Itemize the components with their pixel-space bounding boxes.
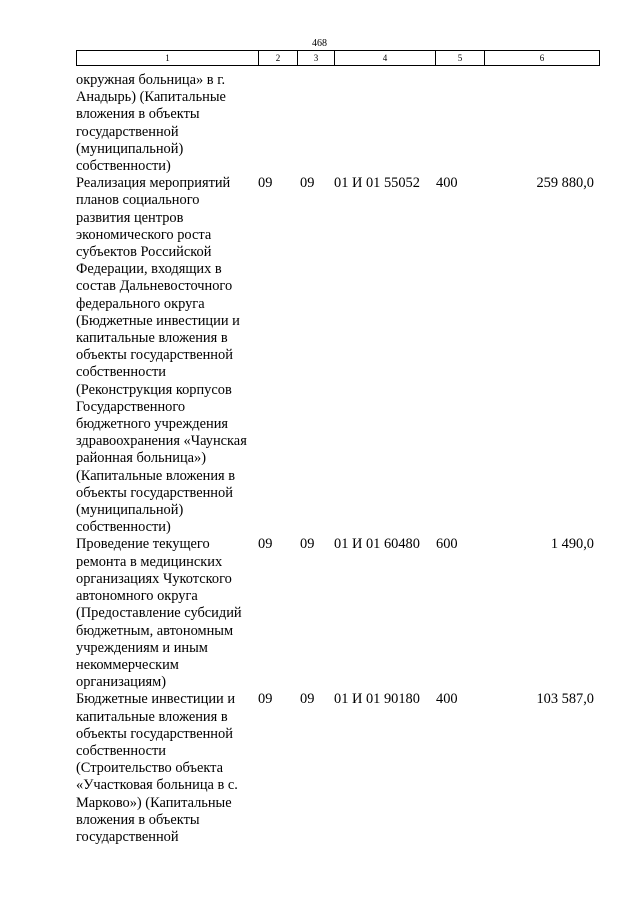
subsection-code: 09 bbox=[300, 691, 315, 708]
description-line: (муниципальной) bbox=[76, 140, 184, 157]
target-article-code: 01 И 01 60480 bbox=[334, 536, 420, 553]
table-row bbox=[76, 536, 596, 691]
description-line: собственности) bbox=[76, 519, 171, 536]
row-description bbox=[76, 691, 252, 846]
description-line: «Участковая больница в с. bbox=[76, 777, 238, 794]
description-line: окружная больница» в г. bbox=[76, 72, 226, 88]
description-line: здравоохранения «Чаунская bbox=[76, 433, 247, 450]
column-header-3: 3 bbox=[298, 51, 335, 66]
description-line: состав Дальневосточного bbox=[76, 278, 233, 295]
description-line: Анадырь) (Капитальные bbox=[76, 89, 226, 106]
description-line: (Предоставление субсидий bbox=[76, 605, 242, 622]
column-header-5: 5 bbox=[436, 51, 485, 66]
table-body bbox=[76, 72, 596, 846]
page-number: 468 bbox=[312, 38, 327, 49]
description-line: субъектов Российской bbox=[76, 244, 212, 261]
description-line: Марково») (Капитальные bbox=[76, 794, 232, 811]
description-line: капитальные вложения в bbox=[76, 708, 228, 725]
target-article-code: 01 И 01 55052 bbox=[334, 175, 420, 192]
description-line: (Капитальные вложения в bbox=[76, 467, 236, 484]
expense-type-code: 600 bbox=[436, 536, 458, 553]
column-header-6: 6 bbox=[485, 51, 600, 66]
description-line: развития центров bbox=[76, 209, 184, 226]
table-row bbox=[76, 691, 596, 846]
row-description bbox=[76, 72, 252, 175]
description-line: бюджетным, автономным bbox=[76, 622, 234, 639]
description-line: Государственного bbox=[76, 398, 186, 415]
description-line: объекты государственной bbox=[76, 484, 233, 501]
description-line: некоммерческим bbox=[76, 656, 179, 673]
description-line: государственной bbox=[76, 123, 179, 140]
expense-type-code: 400 bbox=[436, 175, 458, 192]
description-line: учреждениям и иным bbox=[76, 639, 208, 656]
amount-value: 103 587,0 bbox=[536, 691, 594, 708]
amount-value: 259 880,0 bbox=[536, 175, 594, 192]
description-line: (муниципальной) bbox=[76, 502, 184, 519]
description-line: районная больница») bbox=[76, 450, 207, 467]
subsection-code: 09 bbox=[300, 536, 315, 553]
description-line: Федерации, входящих в bbox=[76, 261, 222, 278]
table-row bbox=[76, 72, 596, 175]
description-line: государственной bbox=[76, 828, 179, 845]
description-line: собственности bbox=[76, 742, 167, 759]
description-line: экономического роста bbox=[76, 226, 212, 243]
description-line: (Реконструкция корпусов bbox=[76, 381, 232, 398]
description-line: вложения в объекты bbox=[76, 106, 200, 123]
row-description bbox=[76, 175, 252, 536]
header-row bbox=[77, 51, 600, 66]
description-line: федерального округа bbox=[76, 295, 205, 312]
description-line: собственности bbox=[76, 364, 167, 381]
table-row bbox=[76, 175, 596, 536]
section-code: 09 bbox=[258, 536, 273, 553]
description-line: Проведение текущего bbox=[76, 536, 210, 553]
section-code: 09 bbox=[258, 691, 273, 708]
description-line: объекты государственной bbox=[76, 725, 233, 742]
description-line: объекты государственной bbox=[76, 347, 233, 364]
description-line: собственности) bbox=[76, 158, 171, 175]
description-line: организациях Чукотского bbox=[76, 570, 232, 587]
amount-value: 1 490,0 bbox=[550, 536, 594, 553]
description-line: автономного округа bbox=[76, 588, 198, 605]
section-code: 09 bbox=[258, 175, 273, 192]
description-line: (Бюджетные инвестиции и bbox=[76, 312, 240, 329]
description-line: (Строительство объекта bbox=[76, 760, 223, 777]
description-line: Реализация мероприятий bbox=[76, 175, 231, 192]
description-line: бюджетного учреждения bbox=[76, 416, 229, 433]
description-line: организациям) bbox=[76, 674, 167, 691]
row-description bbox=[76, 536, 252, 691]
description-line: капитальные вложения в bbox=[76, 330, 228, 347]
description-line: вложения в объекты bbox=[76, 811, 200, 828]
subsection-code: 09 bbox=[300, 175, 315, 192]
description-line: ремонта в медицинских bbox=[76, 553, 223, 570]
column-header-2: 2 bbox=[259, 51, 298, 66]
description-line: планов социального bbox=[76, 192, 200, 209]
column-header-1: 1 bbox=[77, 51, 259, 66]
column-header-4: 4 bbox=[335, 51, 436, 66]
description-line: Бюджетные инвестиции и bbox=[76, 691, 236, 708]
target-article-code: 01 И 01 90180 bbox=[334, 691, 420, 708]
expense-type-code: 400 bbox=[436, 691, 458, 708]
table-header bbox=[76, 50, 600, 66]
